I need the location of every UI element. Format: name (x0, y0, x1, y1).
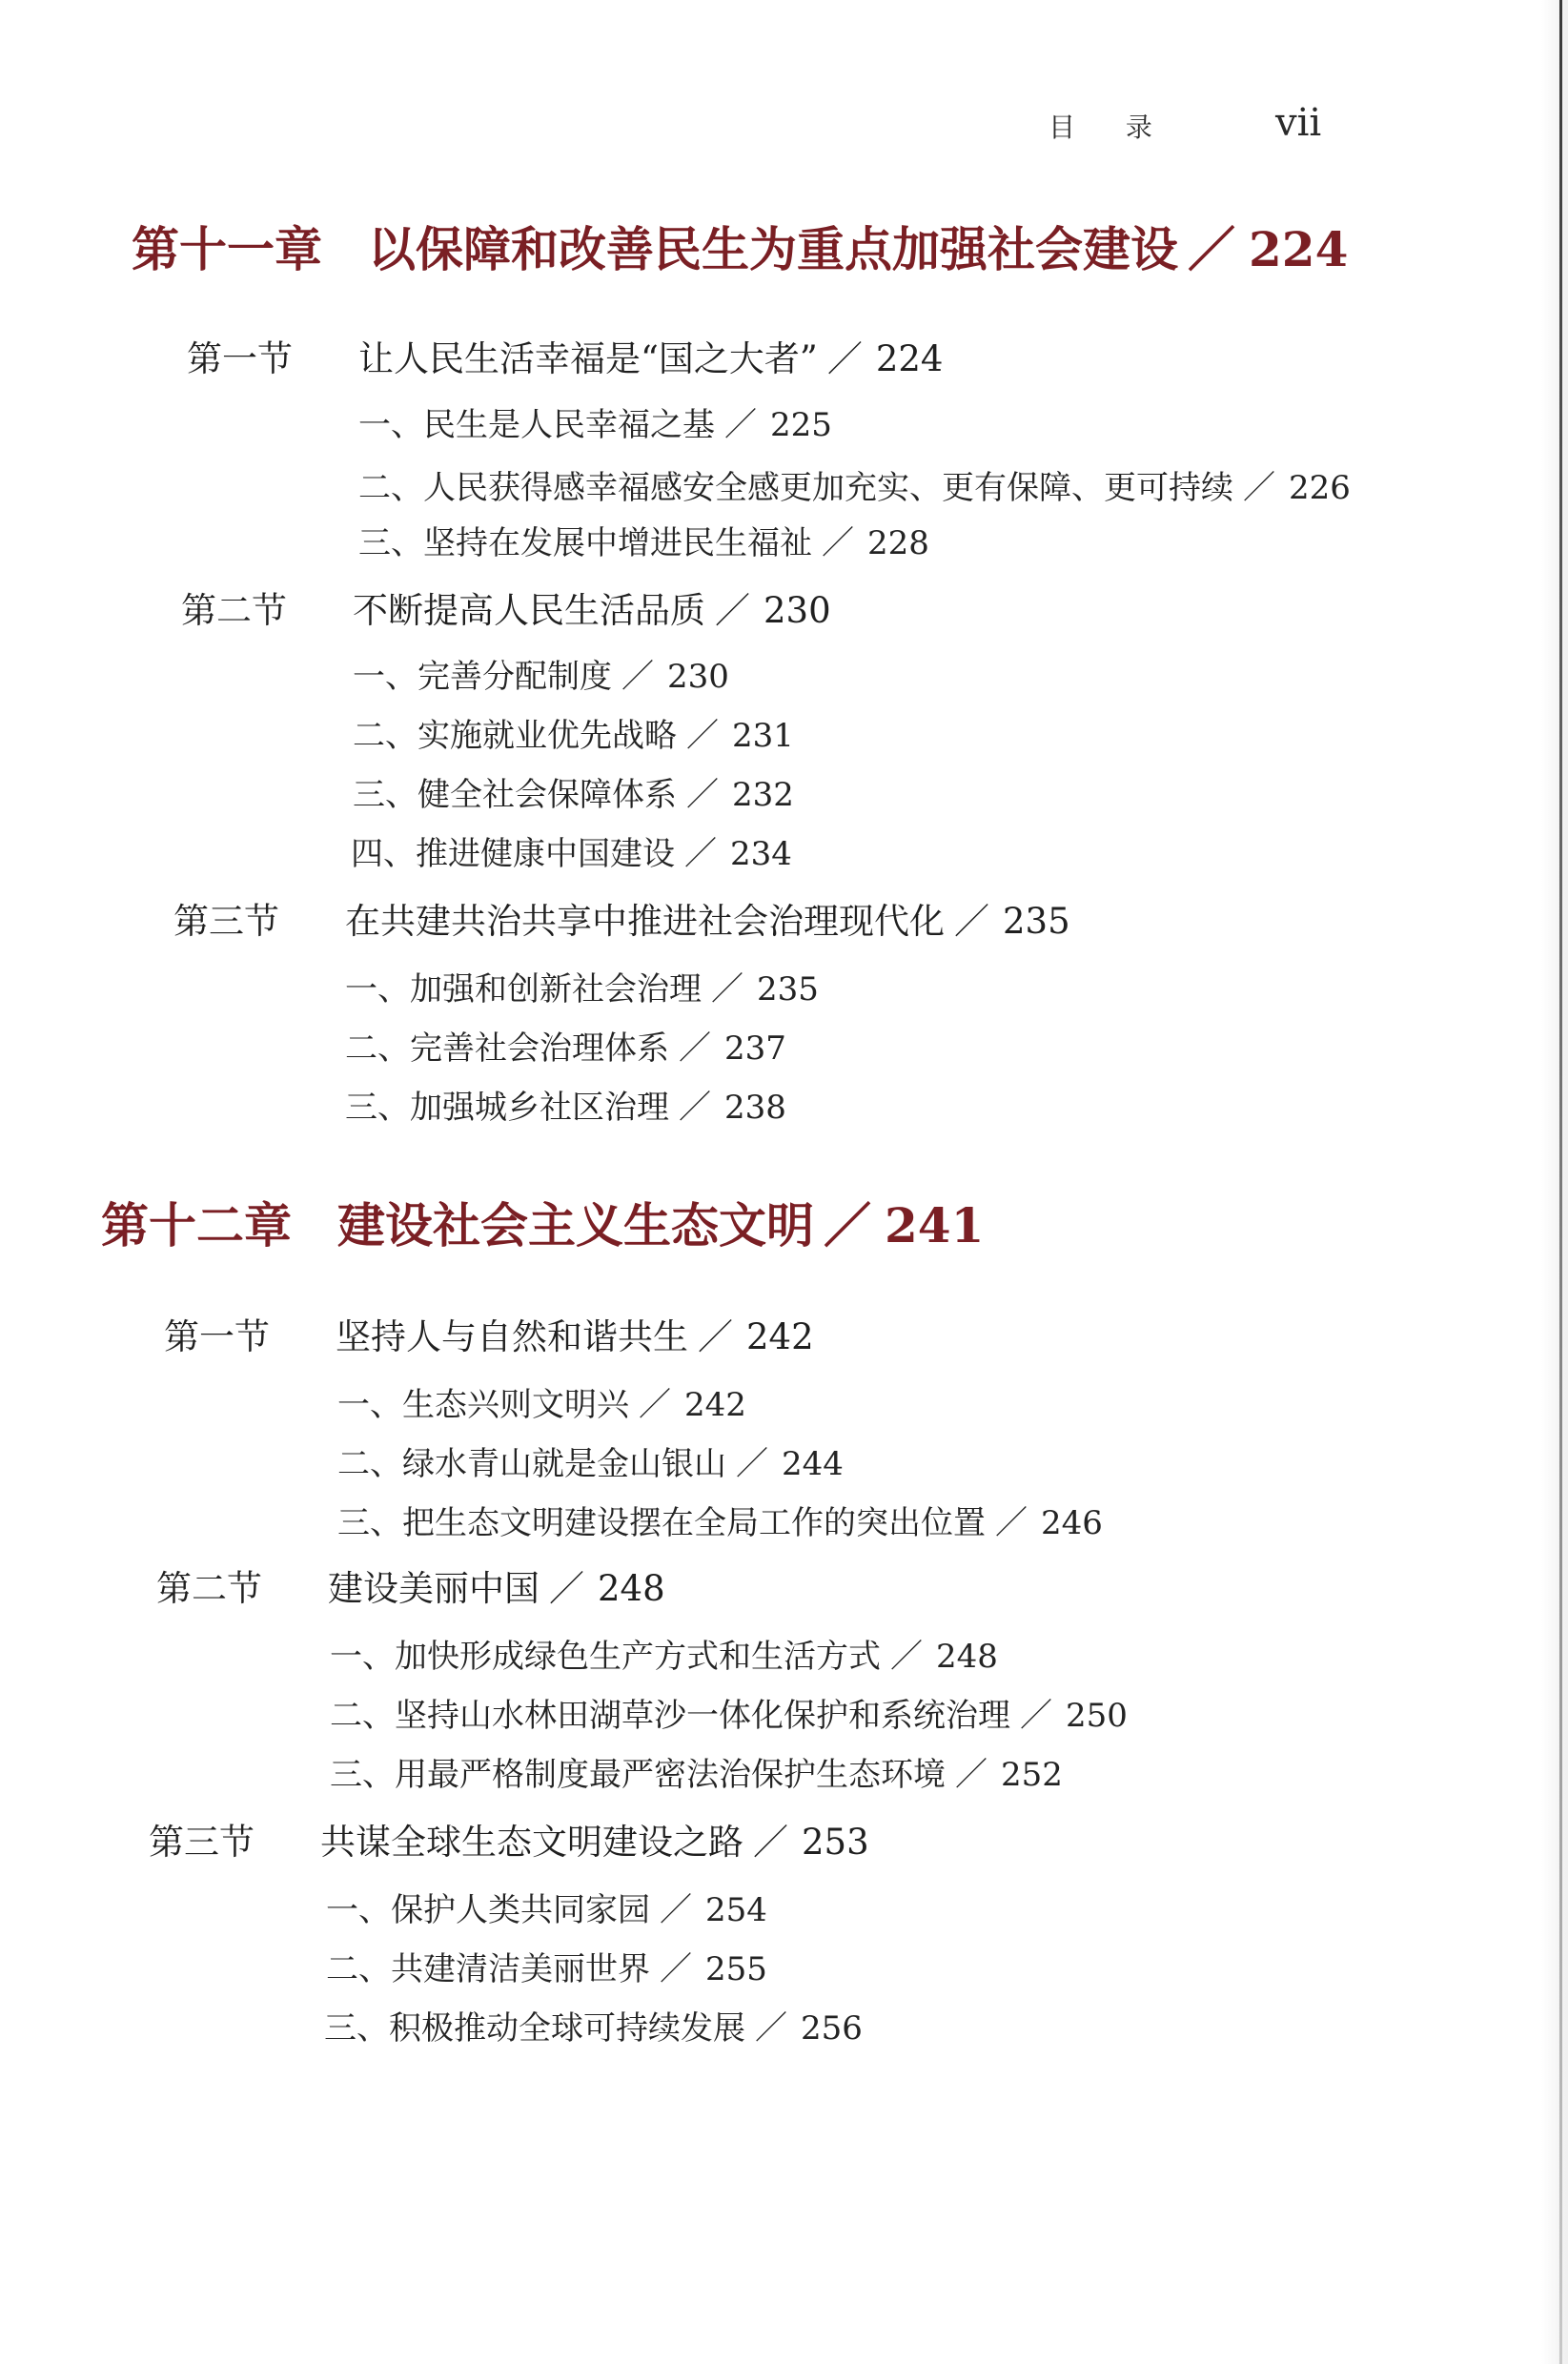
item-title: 二、坚持山水林田湖草沙一体化保护和系统治理 (330, 1697, 1010, 1735)
section-label: 第二节 (156, 1568, 262, 1609)
section-title: 共谋全球生态文明建设之路 (320, 1822, 743, 1863)
item-entry[interactable] (358, 461, 1351, 508)
item-page-number: 255 (705, 1950, 767, 1988)
item-page-number: 226 (1289, 469, 1351, 507)
item-page-number: 256 (801, 2009, 863, 2048)
item-entry[interactable] (353, 650, 729, 697)
item-entry[interactable] (337, 1497, 1103, 1543)
item-entry[interactable] (345, 1022, 786, 1069)
chapter-page-number: 241 (885, 1197, 985, 1253)
item-title: 四、推进健康中国建设 (351, 835, 675, 873)
item-entry[interactable] (326, 1884, 767, 1930)
chapter-page-number: 224 (1249, 221, 1349, 277)
item-page-number: 232 (732, 776, 794, 814)
item-title: 三、积极推动全球可持续发展 (324, 2009, 745, 2048)
item-title: 三、健全社会保障体系 (353, 776, 677, 814)
section-entry[interactable] (173, 892, 1070, 944)
page-separator: ／ (711, 970, 743, 1009)
item-title: 二、完善社会治理体系 (345, 1029, 669, 1068)
item-title: 一、加强和创新社会治理 (345, 970, 702, 1009)
section-label: 第一节 (164, 1316, 270, 1357)
page-separator: ／ (549, 1568, 584, 1609)
page-separator: ／ (954, 901, 989, 942)
page-separator: ／ (621, 658, 654, 696)
section-title: 不断提高人民生活品质 (353, 590, 705, 631)
item-entry[interactable] (345, 963, 819, 1009)
page-separator: ／ (1188, 221, 1235, 277)
page-separator: ／ (755, 2009, 787, 2048)
item-page-number: 235 (757, 970, 819, 1009)
chapter-title: 以保障和改善民生为重点加强社会建设 (368, 221, 1178, 277)
item-page-number: 244 (782, 1445, 844, 1483)
item-entry[interactable] (330, 1630, 998, 1677)
section-entry[interactable] (187, 330, 943, 381)
item-page-number: 254 (705, 1891, 767, 1929)
page-separator: ／ (679, 1089, 711, 1127)
item-title: 二、人民获得感幸福感安全感更加充实、更有保障、更可持续 (358, 469, 1233, 507)
section-entry[interactable] (164, 1308, 814, 1359)
item-page-number: 231 (732, 717, 794, 755)
item-page-number: 225 (770, 406, 832, 444)
page-separator: ／ (826, 338, 863, 379)
item-page-number: 250 (1066, 1697, 1128, 1735)
page-separator: ／ (698, 1316, 733, 1357)
item-entry[interactable] (353, 768, 794, 815)
item-title: 二、共建清洁美丽世界 (326, 1950, 650, 1988)
section-entry[interactable] (156, 1559, 665, 1611)
section-entry[interactable] (149, 1813, 869, 1865)
item-page-number: 248 (936, 1638, 998, 1676)
item-entry[interactable] (330, 1689, 1128, 1736)
item-title: 三、把生态文明建设摆在全局工作的突出位置 (337, 1504, 986, 1542)
item-title: 一、完善分配制度 (353, 658, 612, 696)
page-separator: ／ (724, 406, 757, 444)
item-title: 二、绿水青山就是金山银山 (337, 1445, 726, 1483)
section-title: 坚持人与自然和谐共生 (336, 1316, 688, 1357)
page-separator: ／ (679, 1029, 711, 1068)
item-page-number: 242 (684, 1386, 746, 1424)
running-header-title: 目 录 (1049, 112, 1173, 143)
item-page-number: 238 (724, 1089, 786, 1127)
item-title: 三、加强城乡社区治理 (345, 1089, 669, 1127)
item-entry[interactable] (337, 1378, 746, 1425)
item-page-number: 252 (1001, 1756, 1063, 1794)
page-separator: ／ (686, 776, 719, 814)
page-separator: ／ (660, 1950, 692, 1988)
chapter-title: 建设社会主义生态文明 (337, 1197, 814, 1253)
item-entry[interactable] (358, 398, 832, 445)
page-separator: ／ (660, 1891, 692, 1929)
page-edge-shadow (1541, 0, 1568, 2364)
item-entry[interactable] (337, 1437, 844, 1484)
page-separator: ／ (1020, 1697, 1052, 1735)
item-entry[interactable] (324, 2002, 863, 2048)
section-page-number: 224 (875, 338, 944, 379)
item-page-number: 228 (867, 524, 929, 562)
chapter-label: 第十一章 (132, 221, 322, 277)
page-separator: ／ (736, 1445, 768, 1483)
section-label: 第三节 (173, 901, 279, 942)
section-label: 第三节 (149, 1822, 255, 1863)
item-entry[interactable] (353, 709, 794, 756)
chapter-12-entry[interactable] (101, 1188, 984, 1256)
section-entry[interactable] (181, 581, 831, 633)
page-separator: ／ (1243, 469, 1275, 507)
item-entry[interactable] (358, 517, 929, 563)
section-page-number: 253 (802, 1822, 869, 1863)
page-separator: ／ (715, 590, 750, 631)
page-separator: ／ (686, 717, 719, 755)
section-title: 在共建共治共享中推进社会治理现代化 (345, 901, 945, 942)
item-title: 三、坚持在发展中增进民生福祉 (358, 524, 812, 562)
section-label: 第一节 (187, 338, 293, 379)
item-page-number: 237 (724, 1029, 786, 1068)
page-separator: ／ (995, 1504, 1028, 1542)
page-separator: ／ (824, 1197, 871, 1253)
item-title: 三、用最严格制度最严密法治保护生态环境 (330, 1756, 946, 1794)
item-title: 一、加快形成绿色生产方式和生活方式 (330, 1638, 881, 1676)
item-entry[interactable] (351, 827, 792, 874)
section-page-number: 242 (746, 1316, 814, 1357)
item-page-number: 246 (1041, 1504, 1103, 1542)
page-edge-line (1559, 0, 1562, 2364)
item-title: 一、民生是人民幸福之基 (358, 406, 715, 444)
item-title: 二、实施就业优先战略 (353, 717, 677, 755)
section-page-number: 230 (764, 590, 831, 631)
section-title: 让人民生活幸福是“国之大者” (358, 338, 818, 379)
page-separator: ／ (955, 1756, 988, 1794)
running-header-page-number: vii (1275, 101, 1322, 145)
chapter-label: 第十二章 (101, 1197, 292, 1253)
section-label: 第二节 (181, 590, 287, 631)
section-page-number: 235 (1003, 901, 1070, 942)
page-separator: ／ (890, 1638, 923, 1676)
item-title: 一、保护人类共同家园 (326, 1891, 650, 1929)
section-page-number: 248 (598, 1568, 665, 1609)
chapter-11-entry[interactable] (132, 212, 1348, 280)
item-page-number: 234 (730, 835, 792, 873)
item-entry[interactable] (345, 1081, 786, 1128)
item-page-number: 230 (667, 658, 729, 696)
item-title: 一、生态兴则文明兴 (337, 1386, 629, 1424)
page-separator: ／ (822, 524, 854, 562)
item-entry[interactable] (326, 1943, 767, 1989)
section-title: 建设美丽中国 (328, 1568, 540, 1609)
page-separator: ／ (684, 835, 717, 873)
page-separator: ／ (639, 1386, 671, 1424)
item-entry[interactable] (330, 1748, 1063, 1795)
page-separator: ／ (753, 1822, 788, 1863)
